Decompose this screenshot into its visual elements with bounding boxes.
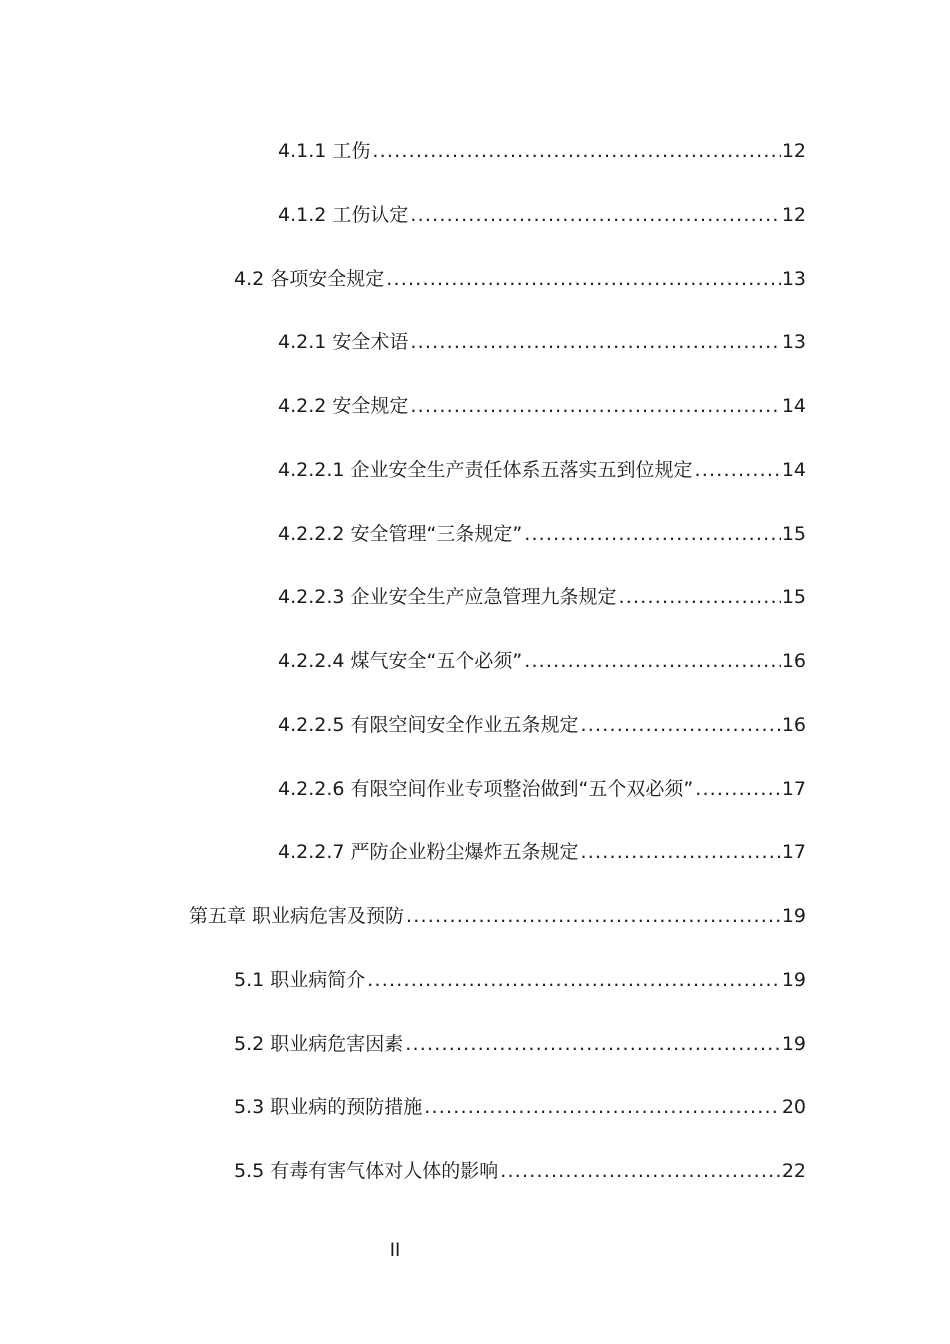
toc-entry-title: 4.1.2 工伤认定 [278, 203, 409, 226]
toc-dot-leader [367, 958, 781, 1002]
toc-entry-title: 4.2.2 安全规定 [278, 395, 409, 417]
toc-entry-page-number: 20 [781, 1096, 806, 1119]
toc-entry[interactable] [0, 575, 950, 639]
toc-entry-page-number: 15 [781, 522, 806, 545]
toc-dot-leader [524, 639, 781, 683]
toc-dot-leader [406, 894, 781, 938]
toc-entry[interactable] [0, 1085, 950, 1149]
toc-entry-page-number: 14 [781, 458, 806, 481]
toc-dot-leader [695, 448, 781, 492]
toc-entry[interactable] [0, 512, 950, 576]
toc-dot-leader [372, 129, 780, 173]
toc-entry-title: 5.1 职业病简介 [234, 968, 366, 991]
toc-entry-page-number: 13 [781, 331, 806, 354]
toc-entry-page-number: 17 [781, 777, 806, 800]
toc-entry[interactable] [0, 1149, 950, 1213]
toc-entry-title: 4.2.2.4 煤气安全“五个必须” [278, 650, 523, 672]
toc-dot-leader [424, 1085, 781, 1129]
toc-dot-leader [410, 193, 780, 237]
toc-entry-title: 4.1.1 工伤 [278, 140, 371, 162]
toc-dot-leader [524, 512, 781, 556]
toc-entry-page-number: 15 [781, 586, 806, 609]
toc-entry[interactable] [0, 894, 950, 958]
page-footer-number: II [389, 1240, 401, 1261]
toc-entry[interactable] [0, 129, 950, 193]
toc-entry-title: 4.2.2.1 企业安全生产责任体系五落实五到位规定 [278, 458, 693, 481]
toc-entry[interactable] [0, 193, 950, 257]
toc-entry-title: 4.2.1 安全术语 [278, 331, 409, 354]
toc-dot-leader [581, 830, 781, 874]
toc-entry[interactable] [0, 703, 950, 767]
toc-entry-page-number: 22 [781, 1160, 806, 1182]
toc-entry-title: 4.2.2.6 有限空间作业专项整治做到“五个双必须” [278, 777, 694, 800]
toc-entry[interactable] [0, 639, 950, 703]
toc-entry[interactable] [0, 384, 950, 448]
toc-dot-leader [386, 257, 781, 301]
toc-entry[interactable] [0, 1022, 950, 1086]
toc-entry[interactable] [0, 830, 950, 894]
toc-dot-leader [410, 320, 780, 364]
toc-dot-leader [405, 1022, 781, 1066]
toc-entry-title: 5.5 有毒有害气体对人体的影响 [234, 1160, 499, 1182]
toc-entry[interactable] [0, 767, 950, 831]
toc-entry[interactable] [0, 448, 950, 512]
toc-dot-leader [619, 575, 781, 619]
toc-entry-title: 第五章 职业病危害及预防 [189, 905, 405, 927]
toc-entry-page-number: 17 [781, 841, 806, 864]
toc-entry-page-number: 16 [781, 713, 806, 736]
toc-entry-page-number: 19 [781, 1032, 806, 1055]
toc-entry-page-number: 12 [781, 140, 806, 162]
toc-entry-title: 4.2.2.5 有限空间安全作业五条规定 [278, 713, 579, 736]
toc-entry-title: 4.2.2.7 严防企业粉尘爆炸五条规定 [278, 841, 579, 864]
toc-entry-title: 4.2 各项安全规定 [234, 267, 385, 290]
toc-entry-page-number: 19 [781, 905, 806, 927]
toc-entry-title: 5.3 职业病的预防措施 [234, 1096, 423, 1119]
table-of-contents [0, 129, 950, 1213]
toc-entry-page-number: 12 [781, 203, 806, 226]
toc-entry[interactable] [0, 958, 950, 1022]
toc-entry-page-number: 14 [781, 395, 806, 417]
toc-dot-leader [500, 1149, 781, 1193]
toc-entry[interactable] [0, 320, 950, 384]
toc-dot-leader [695, 767, 781, 811]
toc-entry-title: 4.2.2.3 企业安全生产应急管理九条规定 [278, 586, 617, 609]
toc-entry-page-number: 13 [781, 267, 806, 290]
toc-dot-leader [581, 703, 781, 747]
toc-entry-page-number: 16 [781, 650, 806, 672]
toc-entry-title: 5.2 职业病危害因素 [234, 1032, 404, 1055]
toc-entry[interactable] [0, 257, 950, 321]
toc-entry-page-number: 19 [781, 968, 806, 991]
toc-entry-title: 4.2.2.2 安全管理“三条规定” [278, 522, 523, 545]
toc-dot-leader [410, 384, 780, 428]
